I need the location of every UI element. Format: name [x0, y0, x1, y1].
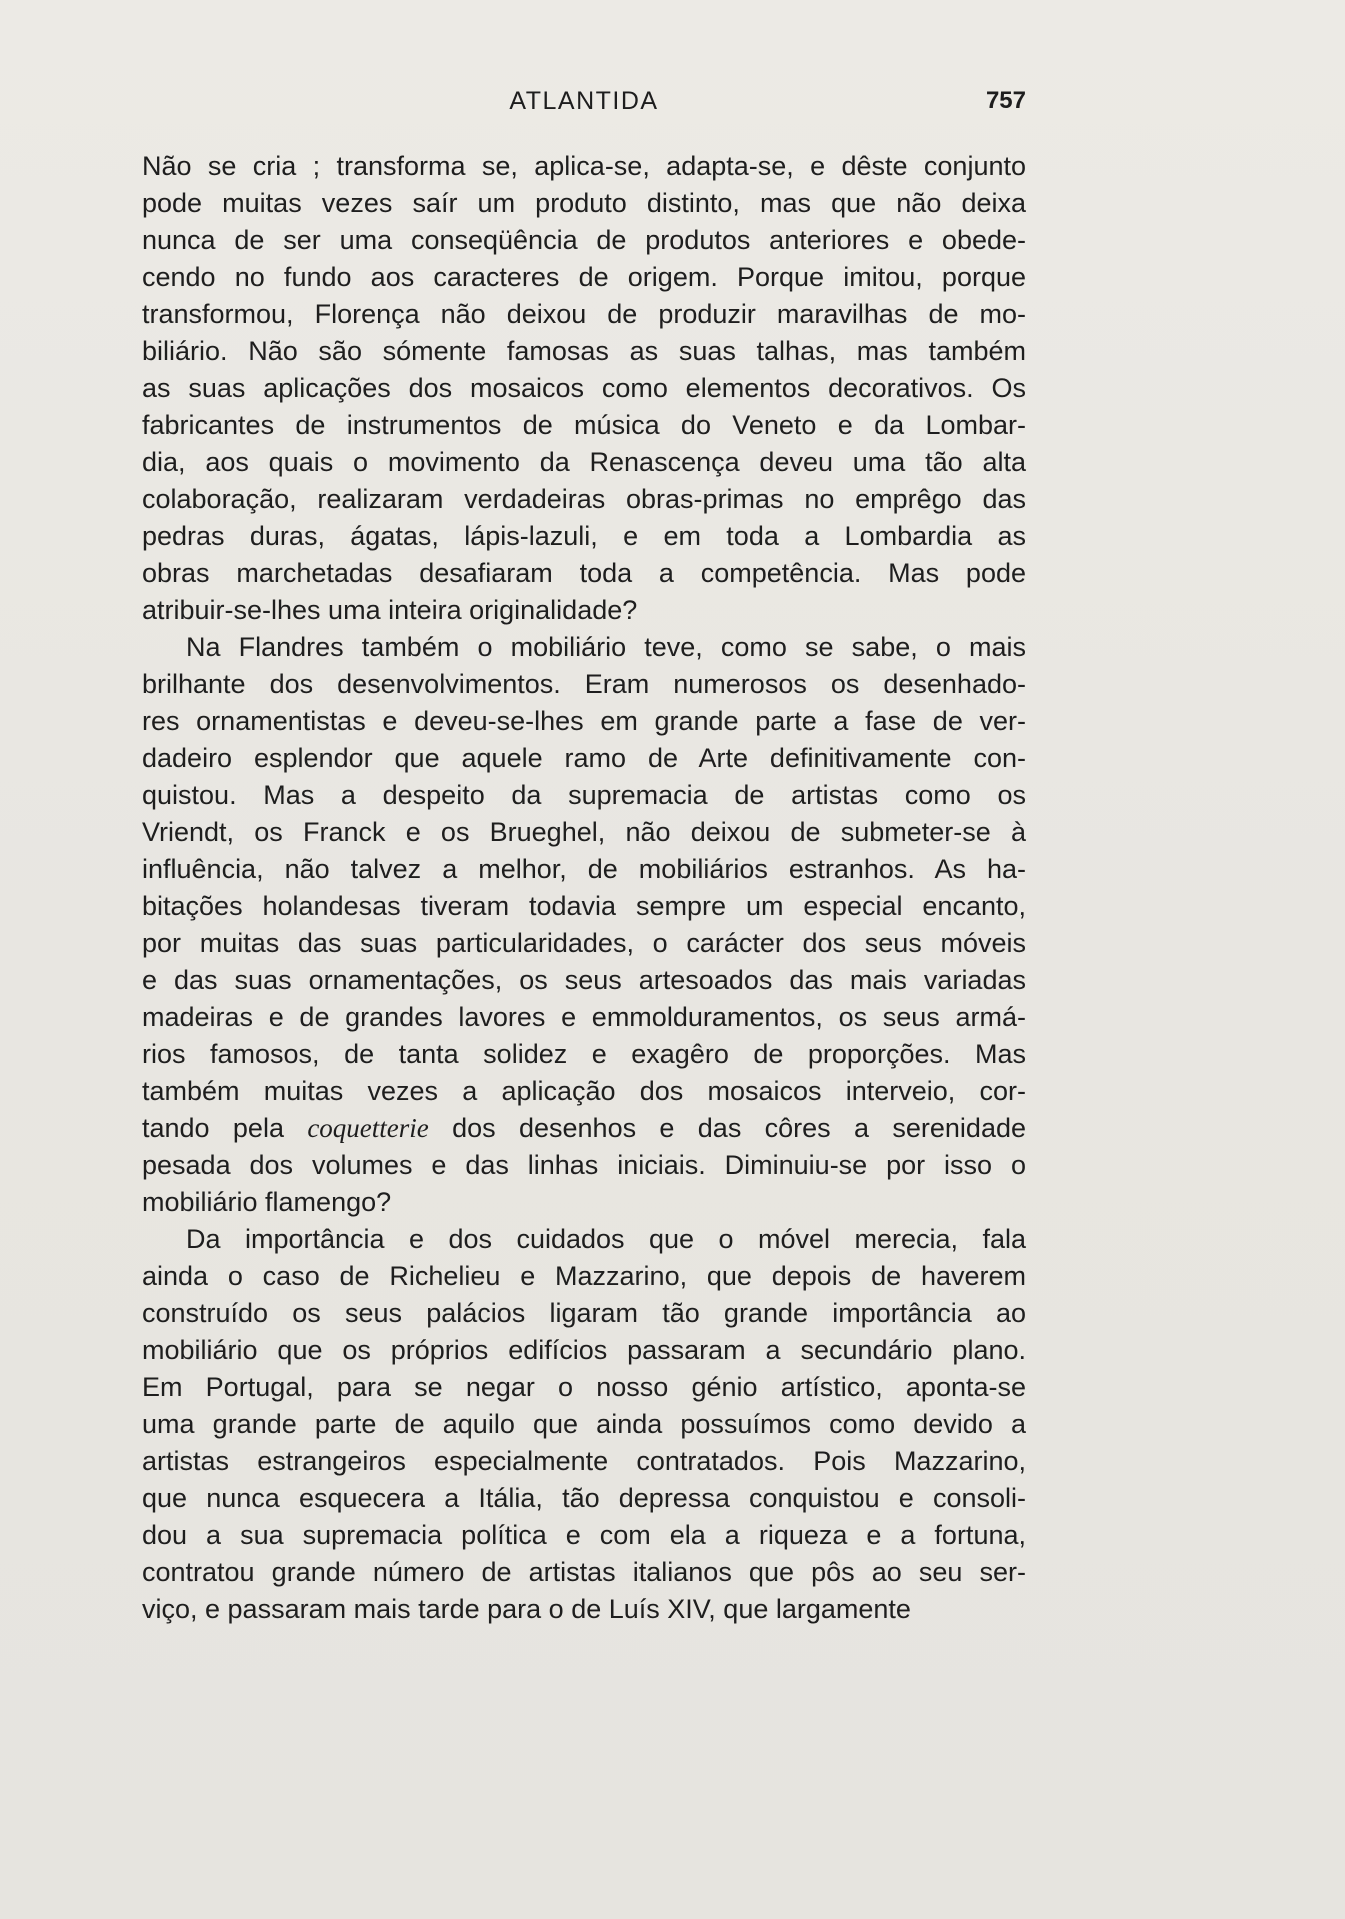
text-segment: quistou. Mas a despeito da supremacia de artistas como os — [142, 780, 1026, 810]
text-line — [142, 555, 1026, 592]
text-segment: colaboração, realizaram verdadeiras obras-primas no emprêgo das — [142, 484, 1026, 514]
text-segment: brilhante dos desenvolvimentos. Eram numerosos os desenhado- — [142, 669, 1026, 699]
italic-term: coquetterie — [307, 1113, 429, 1143]
text-line — [142, 851, 1026, 888]
text-line — [142, 333, 1026, 370]
text-segment: influência, não talvez a melhor, de mobiliários estranhos. As ha- — [142, 854, 1026, 884]
text-segment: cendo no fundo aos caracteres de origem. Porque imitou, porque — [142, 262, 1026, 292]
text-line — [142, 1443, 1026, 1480]
text-line — [142, 888, 1026, 925]
text-segment: dia, aos quais o movimento da Renascença deveu uma tão alta — [142, 447, 1026, 477]
text-line — [142, 444, 1026, 481]
text-segment: pesada dos volumes e das linhas iniciais. Diminuiu-se por isso o — [142, 1150, 1026, 1180]
text-segment: dos desenhos e das côres a serenidade — [428, 1113, 1026, 1143]
text-line — [142, 1110, 1026, 1147]
text-segment: por muitas das suas particularidades, o carácter dos seus móveis — [142, 928, 1026, 958]
text-line — [142, 1184, 1026, 1221]
text-line — [142, 1591, 1026, 1628]
text-line — [142, 518, 1026, 555]
text-segment: nunca de ser uma conseqüência de produtos anteriores e obede- — [142, 225, 1026, 255]
text-line — [142, 148, 1026, 185]
text-segment: tando pela — [142, 1113, 308, 1143]
text-line — [142, 185, 1026, 222]
text-segment: Na Flandres também o mobiliário teve, como se sabe, o mais — [186, 632, 1026, 662]
text-line — [142, 1517, 1026, 1554]
text-segment: mobiliário flamengo? — [142, 1187, 392, 1217]
running-title: ATLANTIDA — [509, 87, 659, 115]
text-line — [142, 592, 1026, 629]
text-segment: Em Portugal, para se negar o nosso génio artístico, aponta-se — [142, 1372, 1026, 1402]
text-segment: Da importância e dos cuidados que o móvel merecia, fala — [186, 1224, 1026, 1254]
text-line — [142, 1147, 1026, 1184]
text-segment: mobiliário que os próprios edifícios passaram a secundário plano. — [142, 1335, 1026, 1365]
body-text — [142, 148, 1026, 1628]
text-line — [142, 1369, 1026, 1406]
text-line — [142, 296, 1026, 333]
text-segment: que nunca esquecera a Itália, tão depressa conquistou e consoli- — [142, 1483, 1026, 1513]
text-line — [142, 777, 1026, 814]
text-line — [142, 666, 1026, 703]
paragraph — [142, 148, 1026, 629]
text-segment: uma grande parte de aquilo que ainda possuímos como devido a — [142, 1409, 1026, 1439]
text-line — [142, 481, 1026, 518]
text-segment: também muitas vezes a aplicação dos mosaicos interveio, cor- — [142, 1076, 1026, 1106]
text-segment: biliário. Não são sómente famosas as suas talhas, mas também — [142, 336, 1026, 366]
text-segment: artistas estrangeiros especialmente contratados. Pois Mazzarino, — [142, 1446, 1026, 1476]
text-line — [142, 740, 1026, 777]
text-line — [142, 1221, 1026, 1258]
text-line — [142, 1406, 1026, 1443]
text-segment: fabricantes de instrumentos de música do Veneto e da Lombar- — [142, 410, 1026, 440]
text-segment: construído os seus palácios ligaram tão grande importância ao — [142, 1298, 1026, 1328]
text-segment: atribuir-se-lhes uma inteira originalidade? — [142, 595, 638, 625]
text-segment: contratou grande número de artistas italianos que pôs ao seu ser- — [142, 1557, 1026, 1587]
text-line — [142, 629, 1026, 666]
text-line — [142, 1554, 1026, 1591]
paragraph — [142, 629, 1026, 1221]
text-segment: res ornamentistas e deveu-se-lhes em grande parte a fase de ver- — [142, 706, 1026, 736]
paragraph — [142, 1221, 1026, 1628]
running-head — [142, 84, 1026, 118]
text-segment: transformou, Florença não deixou de produzir maravilhas de mo- — [142, 299, 1026, 329]
text-segment: Não se cria ; transforma se, aplica-se, adapta-se, e dêste conjunto — [142, 151, 1026, 181]
text-segment: Vriendt, os Franck e os Brueghel, não deixou de submeter-se à — [142, 817, 1026, 847]
text-line — [142, 370, 1026, 407]
text-segment: as suas aplicações dos mosaicos como elementos decorativos. Os — [142, 373, 1026, 403]
text-segment: bitações holandesas tiveram todavia sempre um especial encanto, — [142, 891, 1026, 921]
page-number: 757 — [985, 87, 1026, 114]
text-segment: rios famosos, de tanta solidez e exagêro de proporções. Mas — [142, 1039, 1026, 1069]
text-segment: e das suas ornamentações, os seus artesoados das mais variadas — [142, 965, 1026, 995]
text-line — [142, 925, 1026, 962]
text-segment: ainda o caso de Richelieu e Mazzarino, que depois de haverem — [142, 1261, 1026, 1291]
text-line — [142, 962, 1026, 999]
text-line — [142, 1258, 1026, 1295]
text-line — [142, 407, 1026, 444]
text-line — [142, 1295, 1026, 1332]
text-line — [142, 1480, 1026, 1517]
text-line — [142, 259, 1026, 296]
text-segment: pode muitas vezes saír um produto distinto, mas que não deixa — [142, 188, 1026, 218]
text-line — [142, 814, 1026, 851]
text-segment: dadeiro esplendor que aquele ramo de Arte definitivamente con- — [142, 743, 1026, 773]
text-line — [142, 222, 1026, 259]
text-line — [142, 1073, 1026, 1110]
text-line — [142, 703, 1026, 740]
text-segment: viço, e passaram mais tarde para o de Luís XIV, que largamente — [142, 1594, 911, 1624]
text-segment: obras marchetadas desafiaram toda a competência. Mas pode — [142, 558, 1026, 588]
text-segment: madeiras e de grandes lavores e emmolduramentos, os seus armá- — [142, 1002, 1026, 1032]
text-line — [142, 1036, 1026, 1073]
text-line — [142, 1332, 1026, 1369]
text-line — [142, 999, 1026, 1036]
text-segment: pedras duras, ágatas, lápis-lazuli, e em toda a Lombardia as — [142, 521, 1026, 551]
text-segment: dou a sua supremacia política e com ela a riqueza e a fortuna, — [142, 1520, 1026, 1550]
